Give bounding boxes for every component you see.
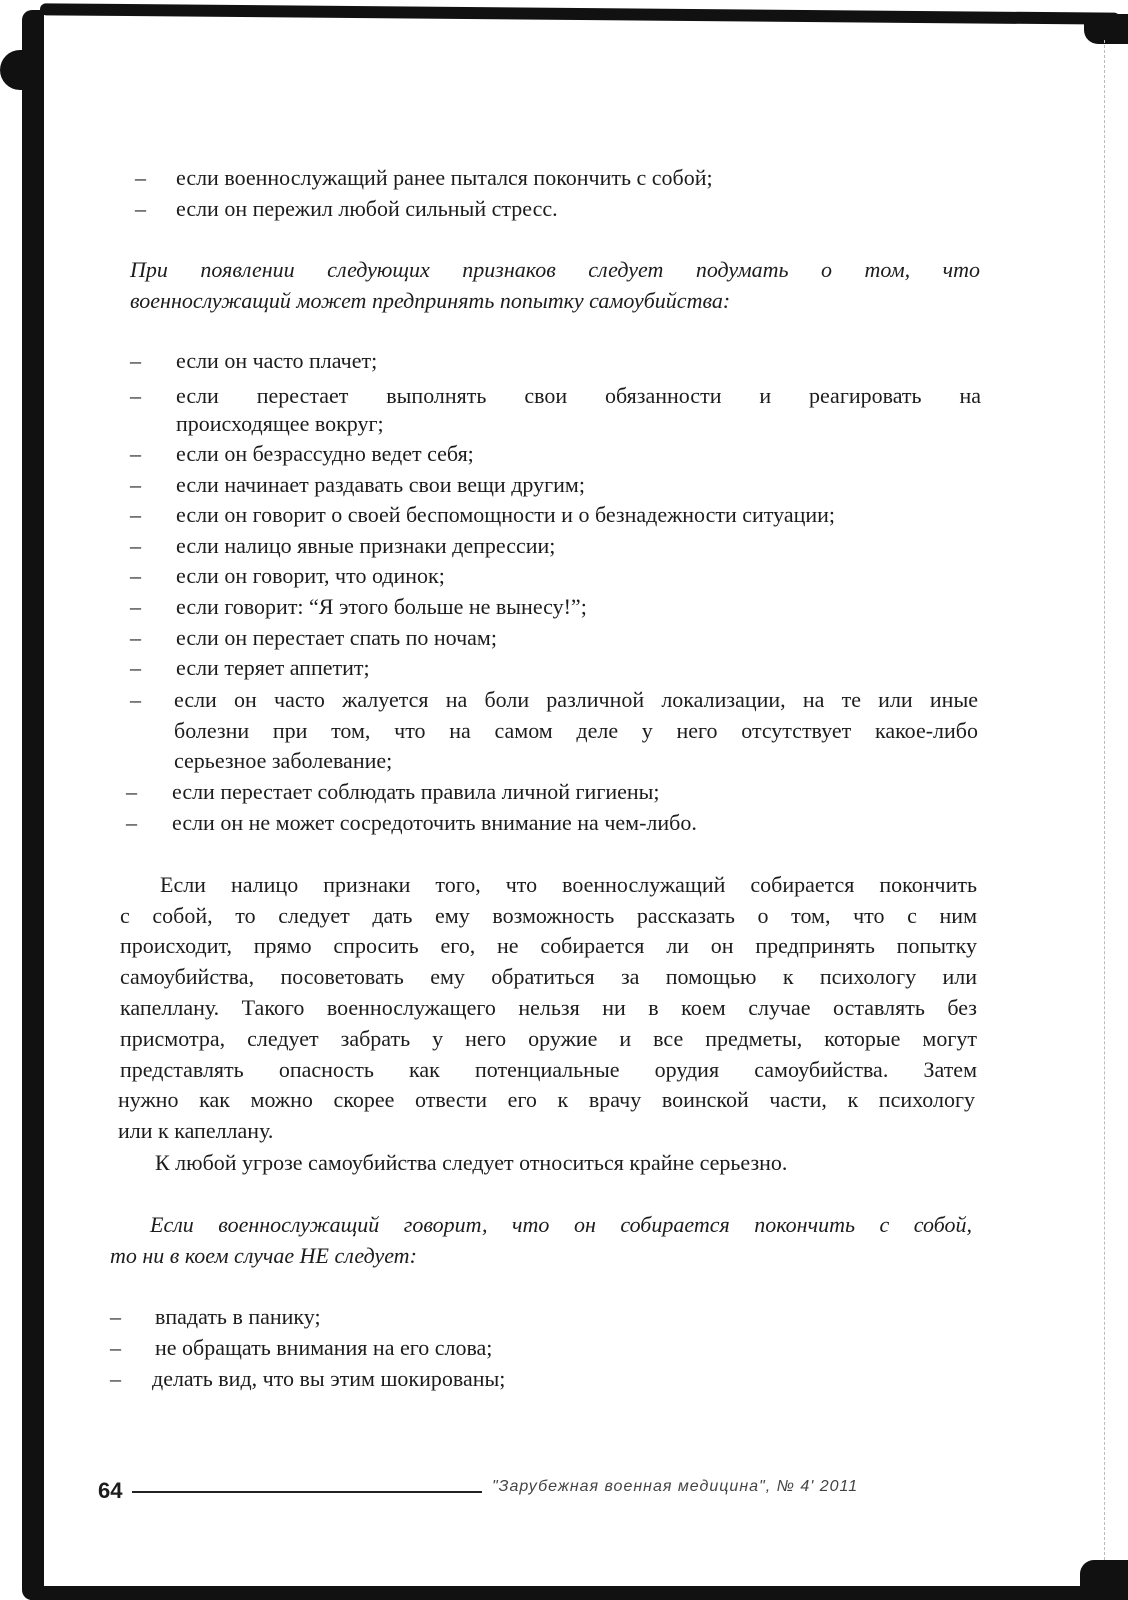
scan-corner-bottom-right — [1080, 1560, 1128, 1600]
signs-item-11-line-2: болезни при том, что на самом деле у него отсутствует какое-либо — [174, 718, 978, 743]
bullet: – — [130, 687, 141, 712]
donts-heading-line-1: Если военнослужащий говорит, что он собирается покончить с собой, — [150, 1212, 972, 1237]
scan-border-notch — [0, 50, 44, 90]
donts-item-1: впадать в панику; — [155, 1304, 321, 1329]
bullet: – — [130, 441, 141, 466]
signs-item-8: если говорит: “Я этого больше не вынесу!”; — [176, 594, 587, 619]
signs-item-2-line-2: происходящее вокруг; — [176, 411, 384, 436]
paragraph-line-4: самоубийства, посоветовать ему обратиться за помощью к психологу или — [120, 964, 977, 989]
bullet: – — [135, 165, 146, 190]
bullet: – — [126, 810, 137, 835]
scan-border-bottom — [30, 1586, 1128, 1600]
bullet: – — [130, 563, 141, 588]
signs-item-5: если он говорит о своей беспомощности и о безнадежности ситуации; — [176, 502, 836, 527]
signs-item-10: если теряет аппетит; — [176, 655, 370, 680]
signs-item-2-line-1: если перестает выполнять свои обязанности и реагировать на — [176, 383, 981, 408]
paragraph-line-5: капеллану. Такого военнослужащего нельзя ни в коем случае оставлять без — [120, 995, 977, 1020]
paragraph-line-7: представлять опасность как потенциальные орудия самоубийства. Затем — [120, 1057, 977, 1082]
bullet: – — [110, 1335, 121, 1360]
bullet: – — [130, 533, 141, 558]
paragraph-line-8: нужно как можно скорее отвести его к врачу воинской части, к психологу — [118, 1087, 975, 1112]
signs-item-4: если начинает раздавать свои вещи другим; — [176, 472, 585, 497]
scan-border-top — [40, 3, 1120, 24]
signs-item-13: если он не может сосредоточить внимание на чем-либо. — [172, 810, 697, 835]
signs-item-6: если налицо явные признаки депрессии; — [176, 533, 556, 558]
bullet: – — [126, 779, 137, 804]
bullet: – — [110, 1366, 121, 1391]
footer-rule — [132, 1491, 482, 1493]
bullet: – — [130, 472, 141, 497]
signs-item-1: если он часто плачет; — [176, 348, 378, 373]
bullet: – — [130, 348, 141, 373]
signs-item-11-line-1: если он часто жалуется на боли различной локализации, на те или иные — [174, 687, 978, 712]
intro-item-2: если он пережил любой сильный стресс. — [176, 196, 558, 221]
signs-item-3: если он безрассудно ведет себя; — [176, 441, 474, 466]
paragraph-line-3: происходит, прямо спросить его, не собирается ли он предпринять попытку — [120, 933, 977, 958]
paragraph-line-6: присмотра, следует забрать у него оружие и все предметы, которые могут — [120, 1026, 977, 1051]
page-number: 64 — [98, 1478, 123, 1503]
donts-heading-line-2: то ни в коем случае НЕ следует: — [110, 1243, 417, 1268]
donts-item-3: делать вид, что вы этим шокированы; — [152, 1366, 506, 1391]
paragraph-line-2: с собой, то следует дать ему возможность рассказать о том, что с ним — [120, 903, 977, 928]
bullet: – — [130, 594, 141, 619]
signs-item-11-line-3: серьезное заболевание; — [174, 748, 393, 773]
bullet: – — [135, 196, 146, 221]
scan-corner-top-right — [1084, 14, 1128, 44]
signs-heading-line-1: При появлении следующих признаков следует подумать о том, что — [130, 257, 980, 282]
bullet: – — [110, 1304, 121, 1329]
signs-item-7: если он говорит, что одинок; — [176, 563, 445, 588]
bullet: – — [130, 502, 141, 527]
serious-threat-paragraph: К любой угрозе самоубийства следует относиться крайне серьезно. — [155, 1150, 788, 1175]
scan-right-edge — [1104, 40, 1106, 1560]
paragraph-line-9: или к капеллану. — [118, 1118, 274, 1143]
donts-item-2: не обращать внимания на его слова; — [155, 1335, 493, 1360]
signs-item-9: если он перестает спать по ночам; — [176, 625, 497, 650]
intro-item-1: если военнослужащий ранее пытался покончить с собой; — [176, 165, 713, 190]
signs-heading-line-2: военнослужащий может предпринять попытку самоубийства: — [130, 288, 731, 313]
bullet: – — [130, 625, 141, 650]
signs-item-12: если перестает соблюдать правила личной гигиены; — [172, 779, 660, 804]
scan-border-left — [22, 10, 44, 1600]
bullet: – — [130, 383, 141, 408]
bullet: – — [130, 655, 141, 680]
journal-footer: "Зарубежная военная медицина", № 4' 2011 — [492, 1478, 859, 1495]
paragraph-line-1: Если налицо признаки того, что военнослужащий собирается покончить — [160, 872, 977, 897]
